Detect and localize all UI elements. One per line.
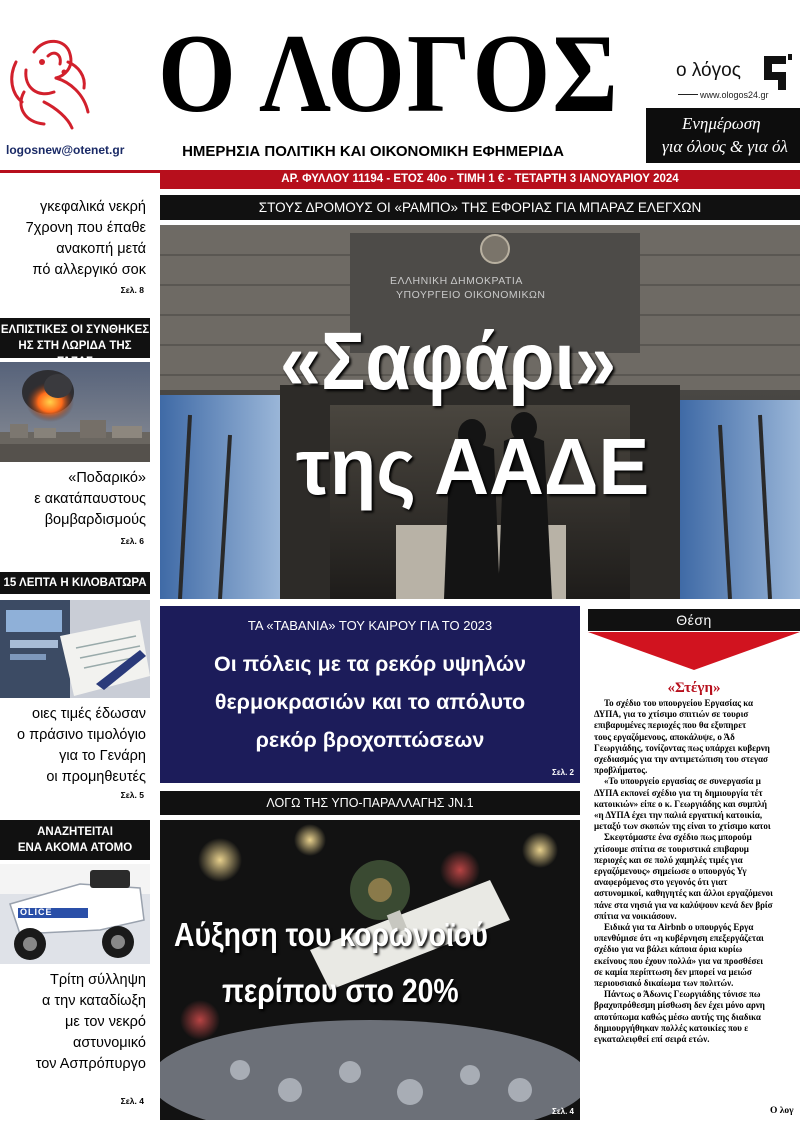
page-ref: Σελ. 4	[120, 1096, 144, 1106]
police-label: OLICE	[20, 907, 53, 917]
kicker-line: ΑΝΑΖΗΤΕΙΤΑΙ	[37, 826, 113, 838]
story-line: για το Γενάρη	[59, 748, 146, 764]
story-line: «Ποδαρικό»	[68, 470, 146, 486]
editorial-line: Γεωργιάδης, τονίζοντας πως υπάρχει κυβερνη	[594, 742, 770, 753]
editorial-line: Ειδικά για τα Airbnb ο υπουργός Εργα	[604, 922, 754, 933]
edition-info: ΑΡ. ΦΥΛΛΟΥ 11194 - ΕΤΟΣ 40ο - ΤΙΜΗ 1 € - ΤΕΤΑΡΤΗ 3 ΙΑΝΟΥΑΡΙΟΥ 2024	[160, 170, 800, 189]
promo-line-1: Ενημέρωση	[682, 114, 761, 133]
hero-headline-2: της ΑΑΔΕ	[296, 422, 650, 511]
story-line: α την καταδίωξη	[41, 993, 146, 1009]
left-story-3	[0, 572, 150, 804]
story-line: γκεφαλικά νεκρή	[40, 199, 146, 215]
logo-figures-icon	[4, 32, 104, 132]
hero-photo	[160, 225, 800, 599]
editorial-line: χτίσουμε σπίτια σε τουριστικά επιβαρυμ	[594, 843, 749, 854]
editorial-line: αστυνομικοί, καθηγητές και άλλοι εργαζόμενοι	[594, 888, 773, 899]
story-kicker	[0, 572, 150, 594]
promo-url: www.ologos24.gr	[700, 90, 769, 100]
editorial-line: τους εργαζόμενους, αποκάλυψε, ο Άδ	[594, 731, 735, 742]
gaza-explosion-photo	[0, 362, 150, 462]
story-line: οιες τιμές έδωσαν	[32, 706, 146, 722]
covid-story	[160, 820, 580, 1120]
ministry-sign-line-2: ΥΠΟΥΡΓΕΙΟ ΟΙΚΟΝΟΜΙΚΩΝ	[396, 289, 546, 301]
editorial-line: Σκεφτόμαστε ένα σχέδιο πως μπορούμ	[604, 832, 752, 843]
editorial-line: σχέδιο για να βάλει κάποια όρια κυρίω	[594, 944, 743, 955]
story-line: 7χρονη που έπαθε	[25, 220, 146, 236]
page-ref: Σελ. 2	[552, 768, 574, 777]
story-line: Τρίτη σύλληψη	[50, 972, 146, 988]
story-line: τον Ασπρόπυργο	[35, 1056, 146, 1072]
newspaper-tagline: ΗΜΕΡΗΣΙΑ ΠΟΛΙΤΙΚΗ ΚΑΙ ΟΙΚΟΝΟΜΙΚΗ ΕΦΗΜΕΡΙΔΑ	[182, 143, 564, 160]
story-line: βομβαρδισμούς	[44, 512, 146, 528]
story-kicker	[0, 318, 150, 358]
left-story-2	[0, 318, 150, 558]
kicker-line: 15 ΛΕΠΤΑ Η ΚΙΛΟΒΑΤΩΡΑ	[3, 577, 147, 589]
covid-headline-1: Αύξηση του κορωνοϊού	[174, 916, 488, 953]
electricity-bill-photo	[0, 600, 150, 698]
covid-headline-2: περίπου στο 20%	[222, 972, 459, 1009]
editorial-line: αναφερόμενος στο γεγονός ότι γιατ	[594, 877, 728, 888]
editorial-line: πάνε στα νησιά για να καλύψουν κενά δεν βρίσ	[594, 899, 773, 910]
editorial-signature: Ο λογ	[770, 1106, 794, 1116]
editorial-line: σε καμία περίπτωση δεν μπορεί να μειώσ	[594, 966, 752, 977]
editorial-line: αποτύπωμα καθώς μέσω αυτής της διαδικα	[594, 1011, 761, 1022]
editorial-section-label: Θέση	[588, 609, 800, 631]
red-rule	[0, 170, 160, 173]
kicker-line: ΕΝΑ ΑΚΟΜΑ ΑΤΟΜΟ	[17, 842, 133, 854]
masthead	[0, 0, 800, 168]
weather-story	[160, 606, 580, 783]
editorial-body	[594, 698, 800, 1103]
editorial-line: κατοικιών» είπε ο κ. Γεωργιάδης και συμπλή	[594, 798, 767, 809]
kicker-line: ΗΣ ΣΤΗ ΛΩΡΙΔΑ ΤΗΣ	[18, 340, 132, 352]
editorial-line: περιοχές και σε πολύ χαμηλές τιμές για	[594, 854, 743, 865]
editorial-line: δημιουργήθηκαν πολλές κατοικίες που ε	[594, 1022, 749, 1033]
promo-banner	[646, 108, 800, 163]
police-motorcycle-photo	[0, 864, 150, 964]
editorial-line: εγκαταλειφθεί επί σειρά ετών.	[594, 1034, 710, 1045]
promo-divider	[678, 94, 698, 95]
editorial-line: Πάντως ο Άδωνις Γεωργιάδης τόνισε πω	[604, 989, 761, 1000]
left-story-4	[0, 820, 150, 1125]
editorial-line: υπενθύμισε ότι «η κυβέρνηση επεξεργάζεται	[594, 933, 764, 944]
kicker-line: ΕΛΠΙΣΤΙΚΕΣ ΟΙ ΣΥΝΘΗΚΕΣ	[0, 324, 150, 336]
story-line: ανακοπή μετά	[56, 241, 146, 257]
editorial-line: σχεδιασμός για την αντιμετώπιση του στεγασ	[594, 754, 768, 765]
editorial-line: περιουσιακό δικαίωμα των πολιτών.	[594, 978, 734, 989]
editorial-line: Το σχέδιο του υπουργείου Εργασίας κα	[604, 698, 754, 708]
newspaper-title: Ο ΛΟΓΟΣ	[158, 11, 620, 136]
christmas-test-photo	[160, 820, 580, 1120]
editorial-line: ΔΥΠΑ εκπονεί σχέδιο για τη δημιουργία τέτ	[594, 787, 763, 798]
editorial-line: ΔΥΠΑ, για το χτίσιμο σπιτιών σε τουρισ	[594, 709, 749, 720]
page-ref: Σελ. 4	[552, 1107, 574, 1116]
story-line: οι προμηθευτές	[46, 769, 146, 785]
left-story-1	[0, 195, 150, 300]
ministry-sign-line-1: ΕΛΛΗΝΙΚΗ ΔΗΜΟΚΡΑΤΙΑ	[390, 275, 523, 287]
editorial-line: «η ΔΥΠΑ έχει την παλιά εργατική κατοικία,	[594, 810, 763, 821]
editorial-title: «Στέγη»	[667, 680, 721, 696]
hero-kicker: ΣΤΟΥΣ ΔΡΟΜΟΥΣ ΟΙ «ΡΑΜΠΟ» ΤΗΣ ΕΦΟΡΙΑΣ ΓΙΑ ΜΠΑΡΑΖ ΕΛΕΓΧΩΝ	[160, 195, 800, 220]
editorial-line: σπίτια να νοικιάσουν.	[594, 910, 677, 921]
story-line: με τον νεκρό	[65, 1014, 146, 1030]
brand-mark-icon	[762, 52, 792, 92]
page-ref: Σελ. 8	[120, 285, 144, 295]
editorial-line: προβλήματος.	[594, 765, 648, 776]
editorial-line: βραχυπρόθεσμη μίσθωση δεν έχει μόνο αρνη	[594, 1000, 765, 1011]
story-kicker	[0, 820, 150, 860]
weather-kicker: ΤΑ «ΤΑΒΑΝΙΑ» ΤΟΥ ΚΑΙΡΟΥ ΓΙΑ ΤΟ 2023	[247, 618, 493, 633]
editorial-line: επιβαρυμένες περιοχές που θα εξυπηρετ	[594, 720, 747, 731]
editorial-line: εργαζόμενους» σημείωσε ο υπουργός Υγ	[594, 866, 747, 877]
promo-brand: ο λόγος	[676, 60, 741, 81]
page-ref: Σελ. 5	[120, 790, 144, 800]
story-line: αστυνομικό	[72, 1035, 146, 1051]
editorial-triangle-icon	[588, 632, 800, 670]
story-line: ο πράσινο τιμολόγιο	[17, 727, 146, 743]
covid-kicker: ΛΟΓΩ ΤΗΣ ΥΠΟ-ΠΑΡΑΛΛΑΓΗΣ JN.1	[160, 791, 580, 815]
editorial-line: μεταξύ των σκοπών της είναι το χτίσιμο κατοι	[594, 821, 771, 832]
promo-line-2: για όλους & για όλ	[662, 137, 788, 156]
hero-headline-1: «Σαφάρι»	[280, 316, 617, 407]
story-line: ε ακατάπαυστους	[34, 491, 146, 507]
story-line: πό αλλεργικό σοκ	[32, 262, 146, 278]
weather-headline-line: θερμοκρασιών και το απόλυτο	[214, 690, 526, 714]
contact-email: logosnew@otenet.gr	[6, 143, 125, 157]
page-ref: Σελ. 6	[120, 536, 144, 546]
editorial-line: «Το υπουργείο εργασίας σε συνεργασία μ	[604, 776, 761, 787]
weather-headline-line: ρεκόρ βροχοπτώσεων	[255, 728, 485, 752]
editorial-line: εκείνους που έχουν πολλά» για να προσθέσει	[594, 955, 764, 966]
weather-headline-line: Οι πόλεις με τα ρεκόρ υψηλών	[214, 652, 526, 676]
